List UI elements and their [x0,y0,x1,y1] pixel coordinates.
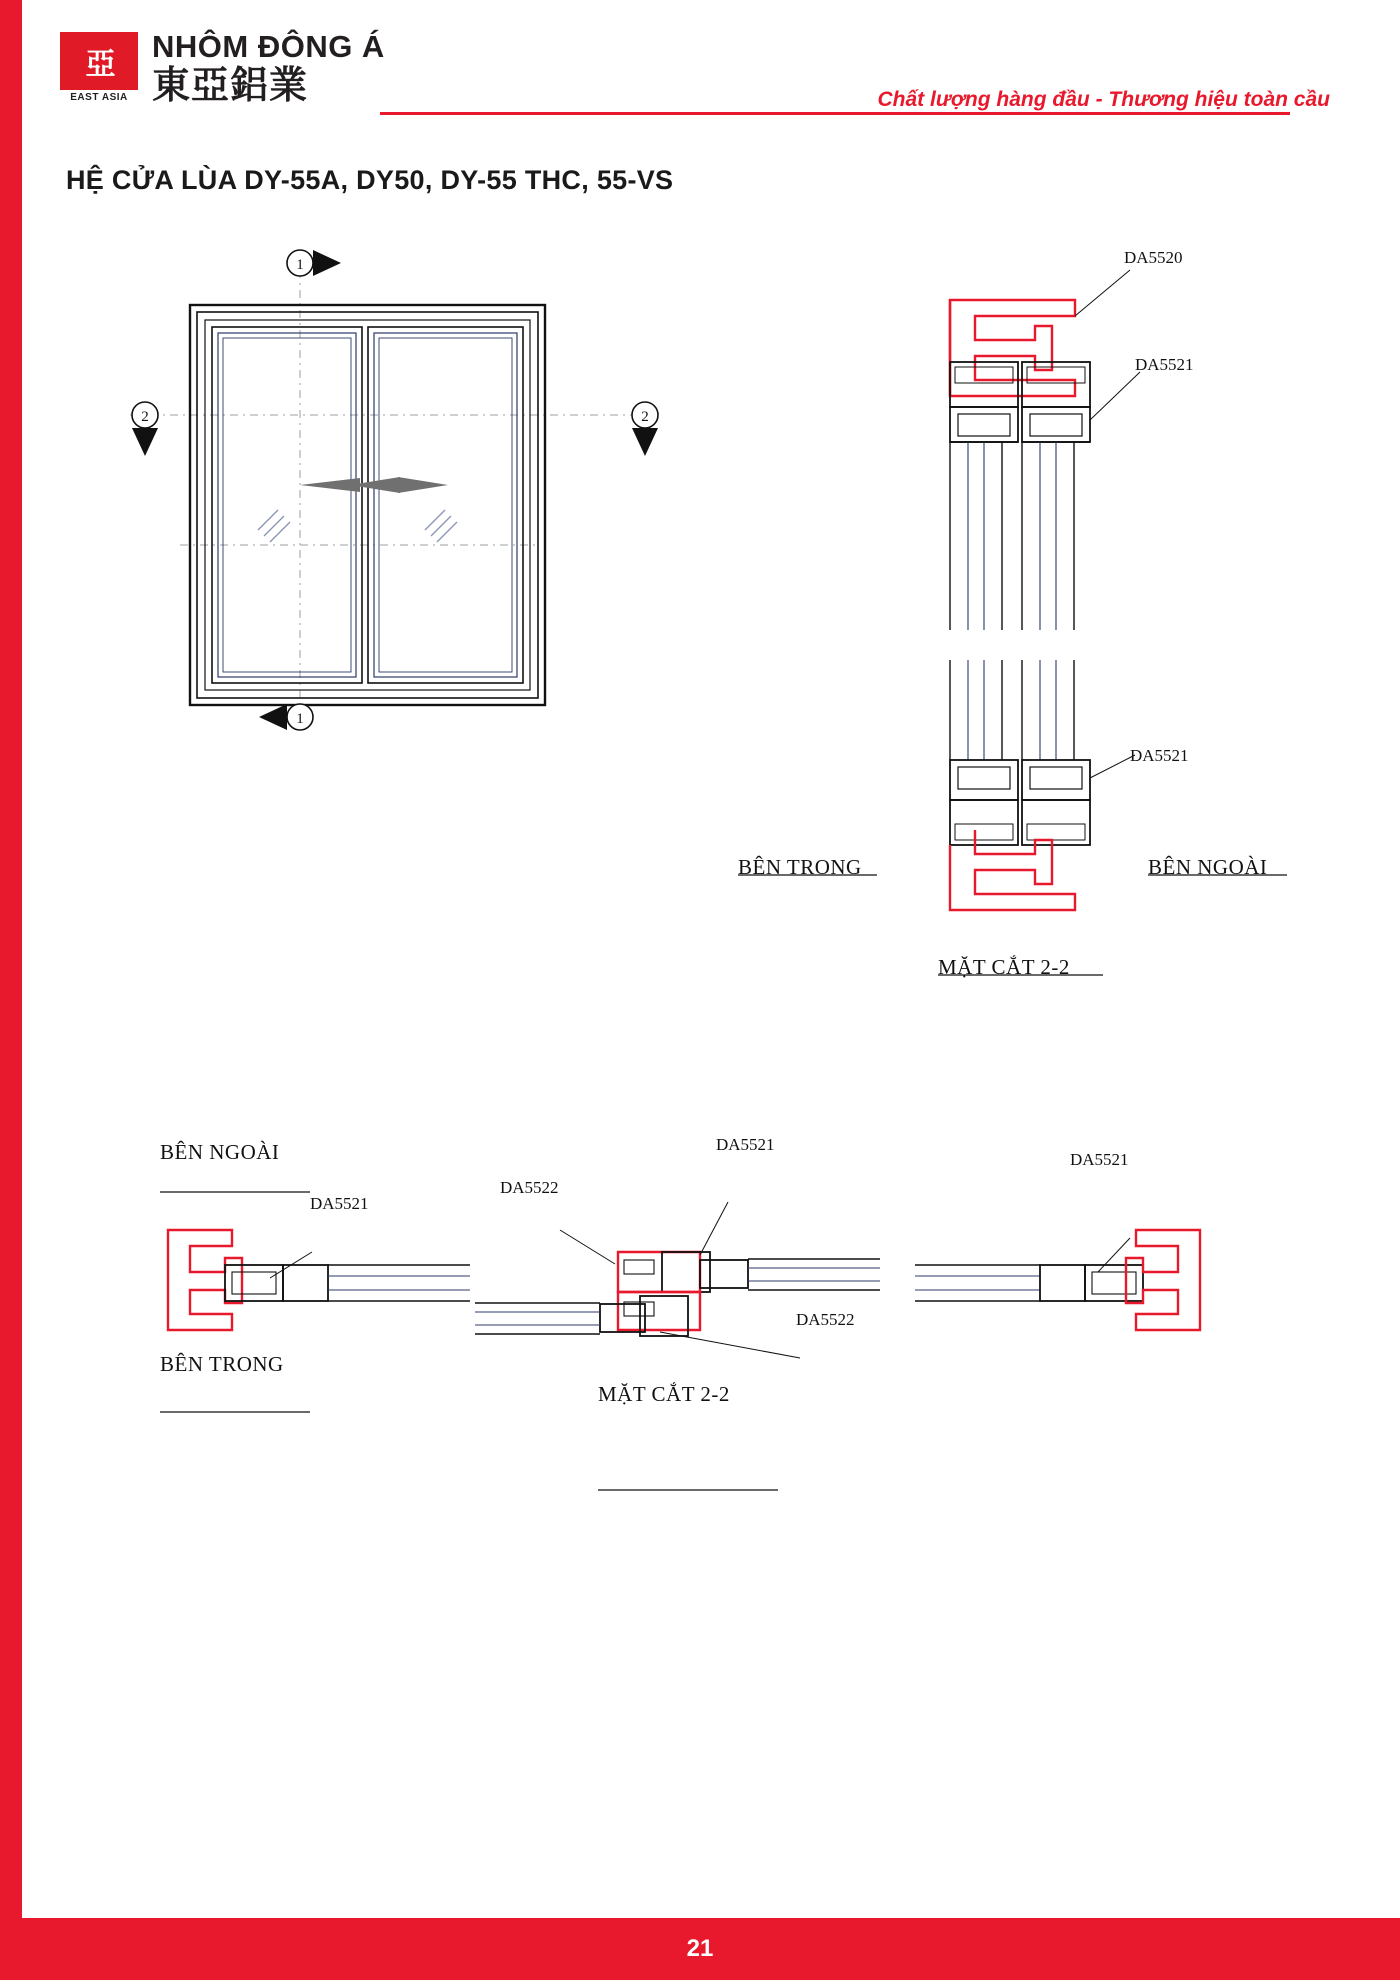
svg-text:2: 2 [141,409,149,425]
code-da5521-right-detail: DA5521 [1070,1150,1129,1169]
brand-slogan: Chất lượng hàng đầu - Thương hiệu toàn cầu [877,88,1330,111]
section-marker-bottom [259,704,313,730]
section-marker-left [132,402,158,456]
code-da5521-upper: DA5521 [1135,355,1194,374]
code-da5521-lower: DA5521 [1130,746,1189,765]
label-outside-left-detail: BÊN NGOÀI [160,1140,280,1164]
page-footer [0,1918,1400,1980]
detail-right [915,1230,1200,1330]
label-inside-left-detail: BÊN TRONG [160,1352,284,1376]
label-inside-right: BÊN TRONG [738,855,862,879]
detail-left [160,1192,470,1412]
logo-glyph-box [60,32,138,90]
page-number: 21 [686,1935,714,1962]
logo-name-cn: 東亞鋁業 [152,63,309,107]
svg-text:2: 2 [641,409,649,425]
section-marker-right [632,402,658,456]
code-da5520: DA5520 [1124,248,1183,267]
logo-mark [60,32,138,110]
technical-drawing-canvas [0,230,1400,1930]
logo-wordmark [152,30,385,106]
logo-glyph: 亞 [85,47,113,82]
caption-section-2-2-bottom: MẶT CẮT 2-2 [598,1382,730,1406]
code-da5522-middle-bottom: DA5522 [796,1310,855,1329]
code-da5522-middle-left: DA5522 [500,1178,559,1197]
svg-text:1: 1 [296,257,304,273]
section-marker-top [287,250,341,276]
page-header [60,26,1350,126]
label-outside-right: BÊN NGOÀI [1148,855,1268,879]
logo-name-vi: NHÔM ĐÔNG Á [152,29,385,64]
code-da5521-left-detail: DA5521 [310,1194,369,1213]
header-rule [380,112,1290,115]
page-title: HỆ CỬA LÙA DY-55A, DY50, DY-55 THC, 55-VS [66,165,674,195]
svg-text:1: 1 [296,711,304,727]
door-elevation-drawing [130,250,660,730]
code-da5521-middle-top: DA5521 [716,1135,775,1154]
logo-subtitle: EAST ASIA [70,92,128,103]
section-2-2-horizontal-drawings [0,230,1200,1490]
caption-section-2-2-right: MẶT CẮT 2-2 [938,955,1070,979]
